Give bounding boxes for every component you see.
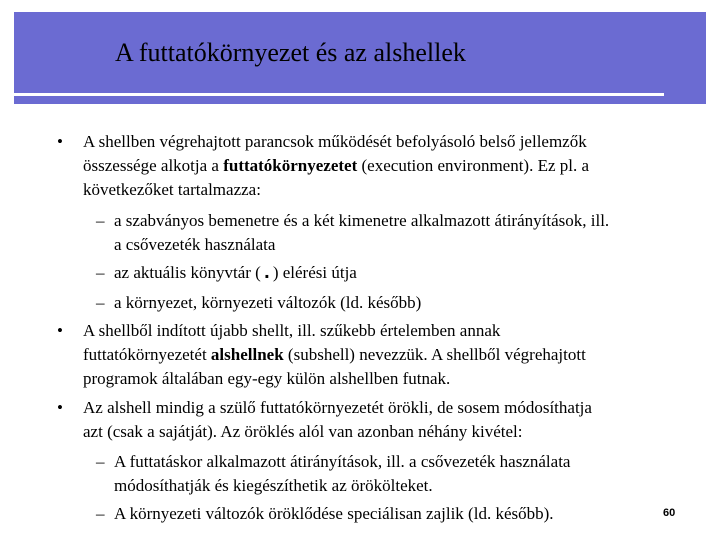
text-run: ) elérési útja: [272, 263, 357, 282]
term-alshellnek: alshellnek: [210, 345, 284, 364]
bullet1-line1: A shellben végrehajtott parancsok működését befolyásoló belső jellemzők: [83, 132, 587, 151]
sub3-1-line1: A futtatáskor alkalmazott átirányítások, ill. a csővezeték használata: [114, 452, 571, 471]
bullet-icon: •: [57, 132, 63, 151]
sub1-1-line1: a szabványos bemenetre és a két kimenetre alkalmazott átirányítások, ill.: [114, 211, 610, 230]
slide-title: A futtatókörnyezet és az alshellek: [115, 38, 466, 67]
text-run: futtatókörnyezetét: [83, 345, 211, 364]
text-run: (execution environment). Ez pl. a: [357, 156, 590, 175]
text-run: (subshell) nevezzük. A shellből végrehajtott: [283, 345, 586, 364]
text-run: összessége alkotja a: [83, 156, 224, 175]
dash-icon: –: [96, 504, 105, 523]
sub3-2: A környezeti változók öröklődése speciálisan zajlik (ld. később).: [114, 504, 554, 523]
bullet3-line2: azt (csak a sajátját). Az öröklés alól van azonban néhány kivétel:: [83, 422, 523, 441]
sub1-2: [114, 262, 357, 284]
current-dir-code: .: [260, 262, 273, 285]
bullet2-line1: A shellből indított újabb shellt, ill. szűkebb értelemben annak: [83, 321, 501, 340]
sub1-1-line2: a csővezeték használata: [114, 235, 276, 254]
dash-icon: –: [96, 293, 105, 312]
term-futtatokornyezet: futtatókörnyezetet: [223, 156, 358, 175]
bullet1-line3: következőket tartalmazza:: [83, 180, 261, 199]
page-number: 60: [663, 507, 676, 519]
sub1-3: a környezet, környezeti változók (ld. később): [114, 293, 422, 312]
text-run: az aktuális könyvtár (: [114, 263, 261, 282]
dash-icon: –: [96, 263, 105, 282]
bullet-icon: •: [57, 321, 63, 340]
bullet1-line2: [83, 155, 589, 176]
bullet2-line2: [83, 344, 586, 365]
bullet3-line1: Az alshell mindig a szülő futtatókörnyezetét örökli, de sosem módosíthatja: [83, 398, 592, 417]
dash-icon: –: [96, 211, 105, 230]
bullet2-line3: programok általában egy-egy külön alshellben futnak.: [83, 369, 451, 388]
dash-icon: –: [96, 452, 105, 471]
sub3-1-line2: módosíthatják és kiegészíthetik az örökölteket.: [114, 476, 433, 495]
bullet-icon: •: [57, 398, 63, 417]
